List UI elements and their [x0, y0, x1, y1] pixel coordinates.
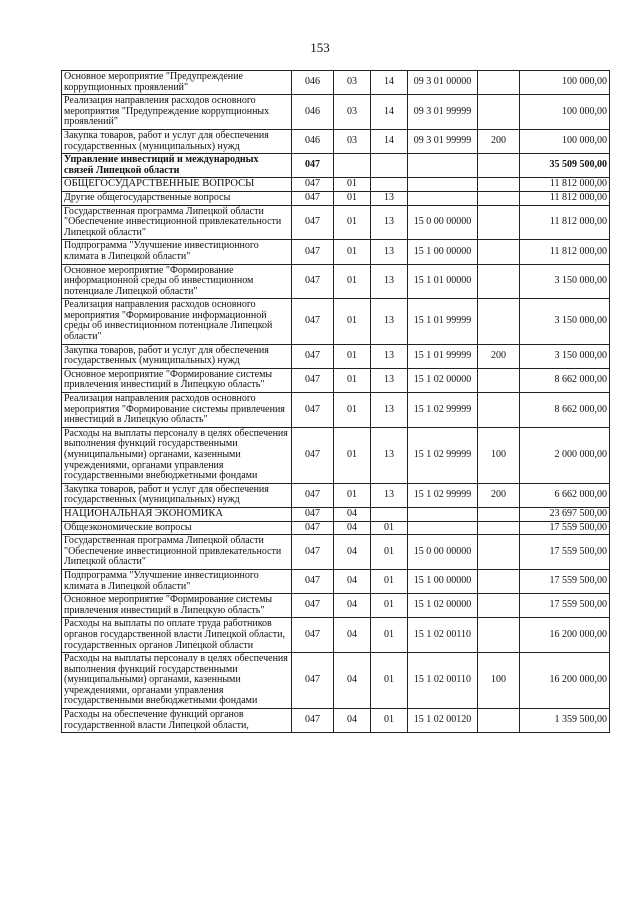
cell-ministry-code: 047	[292, 569, 334, 593]
cell-section: 04	[334, 569, 371, 593]
table-row	[62, 240, 610, 264]
cell-amount: 16 200 000,00	[520, 653, 610, 709]
table-row	[62, 618, 610, 653]
cell-name: ОБЩЕГОСУДАРСТВЕННЫЕ ВОПРОСЫ	[62, 178, 292, 192]
cell-subsection: 14	[371, 71, 408, 95]
cell-subsection: 01	[371, 618, 408, 653]
table-row	[62, 205, 610, 240]
cell-name: Расходы на обеспечение функций органов государственной власти Липецкой области,	[62, 709, 292, 733]
cell-section: 03	[334, 95, 371, 130]
cell-expense-type	[478, 594, 520, 618]
cell-ministry-code: 046	[292, 95, 334, 130]
table-row	[62, 129, 610, 153]
cell-section: 01	[334, 393, 371, 428]
cell-target-article: 15 1 01 00000	[408, 264, 478, 299]
cell-ministry-code: 046	[292, 71, 334, 95]
cell-target-article: 15 1 02 99999	[408, 393, 478, 428]
cell-ministry-code: 046	[292, 129, 334, 153]
cell-expense-type: 200	[478, 129, 520, 153]
cell-expense-type	[478, 393, 520, 428]
cell-expense-type	[478, 71, 520, 95]
cell-name: Другие общегосударственные вопросы	[62, 191, 292, 205]
cell-amount: 17 559 500,00	[520, 569, 610, 593]
cell-section: 04	[334, 653, 371, 709]
cell-target-article: 15 1 02 00110	[408, 618, 478, 653]
cell-section: 03	[334, 129, 371, 153]
table-row	[62, 344, 610, 368]
cell-section: 04	[334, 618, 371, 653]
cell-section: 04	[334, 594, 371, 618]
cell-expense-type	[478, 535, 520, 570]
cell-expense-type	[478, 191, 520, 205]
cell-name: Закупка товаров, работ и услуг для обеспечения государственных (муниципальных) нужд	[62, 129, 292, 153]
cell-ministry-code: 047	[292, 535, 334, 570]
cell-section: 01	[334, 191, 371, 205]
cell-ministry-code: 047	[292, 393, 334, 428]
cell-amount: 100 000,00	[520, 95, 610, 130]
cell-ministry-code: 047	[292, 653, 334, 709]
cell-target-article: 09 3 01 00000	[408, 71, 478, 95]
cell-expense-type	[478, 154, 520, 178]
cell-target-article: 15 1 02 00000	[408, 594, 478, 618]
cell-ministry-code: 047	[292, 240, 334, 264]
cell-ministry-code: 047	[292, 594, 334, 618]
cell-amount: 11 812 000,00	[520, 205, 610, 240]
cell-target-article: 09 3 01 99999	[408, 129, 478, 153]
cell-ministry-code: 047	[292, 178, 334, 192]
cell-subsection	[371, 507, 408, 521]
cell-name: Реализация направления расходов основного мероприятия "Предупреждение коррупционных проявлений"	[62, 95, 292, 130]
budget-table	[61, 70, 610, 733]
table-row	[62, 594, 610, 618]
cell-subsection: 01	[371, 594, 408, 618]
cell-section: 01	[334, 240, 371, 264]
table-row	[62, 368, 610, 392]
cell-target-article: 15 0 00 00000	[408, 535, 478, 570]
cell-ministry-code: 047	[292, 191, 334, 205]
cell-expense-type	[478, 569, 520, 593]
cell-subsection: 01	[371, 653, 408, 709]
cell-ministry-code: 047	[292, 507, 334, 521]
cell-name: Закупка товаров, работ и услуг для обеспечения государственных (муниципальных) нужд	[62, 483, 292, 507]
table-row	[62, 507, 610, 521]
cell-subsection: 14	[371, 95, 408, 130]
cell-target-article: 15 1 02 00000	[408, 368, 478, 392]
cell-target-article: 15 1 01 99999	[408, 299, 478, 344]
cell-subsection: 13	[371, 393, 408, 428]
cell-amount: 3 150 000,00	[520, 299, 610, 344]
cell-name: Подпрограмма "Улучшение инвестиционного климата в Липецкой области"	[62, 240, 292, 264]
cell-subsection: 13	[371, 191, 408, 205]
cell-expense-type	[478, 709, 520, 733]
cell-expense-type	[478, 521, 520, 535]
table-row	[62, 71, 610, 95]
cell-subsection: 01	[371, 709, 408, 733]
table-row	[62, 569, 610, 593]
cell-subsection	[371, 154, 408, 178]
cell-target-article	[408, 191, 478, 205]
cell-subsection: 13	[371, 427, 408, 483]
cell-target-article: 15 1 02 99999	[408, 427, 478, 483]
cell-ministry-code: 047	[292, 368, 334, 392]
table-row	[62, 95, 610, 130]
cell-amount: 11 812 000,00	[520, 240, 610, 264]
cell-target-article	[408, 507, 478, 521]
cell-name: Управление инвестиций и международных связей Липецкой области	[62, 154, 292, 178]
table-row	[62, 653, 610, 709]
cell-subsection: 13	[371, 205, 408, 240]
cell-name: Расходы на выплаты персоналу в целях обеспечения выполнения функций государственными (муниципальными) органами, казенными учреждениями, органами управления государственными внебюджетными фондами	[62, 653, 292, 709]
cell-name: Расходы на выплаты персоналу в целях обеспечения выполнения функций государственными (муниципальными) органами, казенными учреждениями, органами управления государственными внебюджетными фондами	[62, 427, 292, 483]
cell-name: Реализация направления расходов основного мероприятия "Формирование информационной среды об инвестиционном потенциале Липецкой области"	[62, 299, 292, 344]
cell-name: Основное мероприятие "Формирование информационной среды об инвестиционном потенциале Липецкой области"	[62, 264, 292, 299]
cell-target-article	[408, 178, 478, 192]
cell-target-article: 15 0 00 00000	[408, 205, 478, 240]
cell-name: НАЦИОНАЛЬНАЯ ЭКОНОМИКА	[62, 507, 292, 521]
table-row	[62, 299, 610, 344]
cell-amount: 17 559 500,00	[520, 535, 610, 570]
cell-name: Общеэкономические вопросы	[62, 521, 292, 535]
cell-amount: 35 509 500,00	[520, 154, 610, 178]
cell-amount: 1 359 500,00	[520, 709, 610, 733]
cell-target-article: 15 1 00 00000	[408, 569, 478, 593]
cell-expense-type	[478, 507, 520, 521]
cell-target-article	[408, 521, 478, 535]
cell-target-article: 15 1 02 00120	[408, 709, 478, 733]
table-row	[62, 178, 610, 192]
cell-expense-type	[478, 264, 520, 299]
cell-subsection: 13	[371, 344, 408, 368]
cell-target-article: 15 1 02 00110	[408, 653, 478, 709]
cell-amount: 17 559 500,00	[520, 594, 610, 618]
table-row	[62, 709, 610, 733]
cell-target-article: 09 3 01 99999	[408, 95, 478, 130]
cell-amount: 3 150 000,00	[520, 264, 610, 299]
cell-subsection: 14	[371, 129, 408, 153]
cell-section: 01	[334, 427, 371, 483]
cell-ministry-code: 047	[292, 264, 334, 299]
cell-name: Реализация направления расходов основного мероприятия "Формирование системы привлечения инвестиций в Липецкую область"	[62, 393, 292, 428]
cell-ministry-code: 047	[292, 618, 334, 653]
cell-expense-type: 200	[478, 344, 520, 368]
table-row	[62, 535, 610, 570]
cell-amount: 16 200 000,00	[520, 618, 610, 653]
cell-section: 01	[334, 178, 371, 192]
cell-name: Основное мероприятие "Формирование системы привлечения инвестиций в Липецкую область"	[62, 368, 292, 392]
cell-amount: 100 000,00	[520, 71, 610, 95]
cell-target-article: 15 1 02 99999	[408, 483, 478, 507]
cell-expense-type	[478, 240, 520, 264]
cell-name: Расходы на выплаты по оплате труда работников органов государственной власти Липецкой области, государственных органов Липецкой области	[62, 618, 292, 653]
cell-subsection: 13	[371, 240, 408, 264]
cell-ministry-code: 047	[292, 344, 334, 368]
table-row	[62, 521, 610, 535]
cell-amount: 2 000 000,00	[520, 427, 610, 483]
table-row	[62, 393, 610, 428]
cell-amount: 11 812 000,00	[520, 191, 610, 205]
cell-subsection: 13	[371, 264, 408, 299]
cell-section: 04	[334, 535, 371, 570]
cell-amount: 8 662 000,00	[520, 368, 610, 392]
cell-ministry-code: 047	[292, 483, 334, 507]
cell-expense-type: 200	[478, 483, 520, 507]
cell-name: Закупка товаров, работ и услуг для обеспечения государственных (муниципальных) нужд	[62, 344, 292, 368]
cell-subsection: 13	[371, 299, 408, 344]
cell-section: 03	[334, 71, 371, 95]
cell-ministry-code: 047	[292, 154, 334, 178]
cell-section: 04	[334, 507, 371, 521]
table-body	[62, 71, 610, 733]
cell-target-article	[408, 154, 478, 178]
cell-ministry-code: 047	[292, 521, 334, 535]
cell-amount: 11 812 000,00	[520, 178, 610, 192]
cell-name: Основное мероприятие "Предупреждение коррупционных проявлений"	[62, 71, 292, 95]
cell-amount: 6 662 000,00	[520, 483, 610, 507]
table-row	[62, 483, 610, 507]
cell-amount: 100 000,00	[520, 129, 610, 153]
cell-amount: 17 559 500,00	[520, 521, 610, 535]
cell-section: 04	[334, 521, 371, 535]
cell-ministry-code: 047	[292, 709, 334, 733]
cell-name: Основное мероприятие "Формирование системы привлечения инвестиций в Липецкую область"	[62, 594, 292, 618]
cell-expense-type	[478, 299, 520, 344]
cell-expense-type	[478, 368, 520, 392]
table-row	[62, 427, 610, 483]
cell-expense-type	[478, 178, 520, 192]
cell-subsection: 01	[371, 535, 408, 570]
cell-section: 01	[334, 264, 371, 299]
table-row	[62, 191, 610, 205]
cell-target-article: 15 1 00 00000	[408, 240, 478, 264]
cell-expense-type: 100	[478, 427, 520, 483]
cell-name: Государственная программа Липецкой области "Обеспечение инвестиционной привлекательности Липецкой области"	[62, 535, 292, 570]
cell-subsection: 13	[371, 483, 408, 507]
cell-section: 04	[334, 709, 371, 733]
cell-name: Подпрограмма "Улучшение инвестиционного климата в Липецкой области"	[62, 569, 292, 593]
cell-amount: 8 662 000,00	[520, 393, 610, 428]
cell-name: Государственная программа Липецкой области "Обеспечение инвестиционной привлекательности Липецкой области"	[62, 205, 292, 240]
table-row	[62, 264, 610, 299]
cell-subsection: 13	[371, 368, 408, 392]
cell-section: 01	[334, 368, 371, 392]
cell-section: 01	[334, 299, 371, 344]
cell-expense-type: 100	[478, 653, 520, 709]
cell-ministry-code: 047	[292, 205, 334, 240]
cell-expense-type	[478, 618, 520, 653]
table-row	[62, 154, 610, 178]
cell-target-article: 15 1 01 99999	[408, 344, 478, 368]
cell-ministry-code: 047	[292, 427, 334, 483]
cell-section	[334, 154, 371, 178]
cell-section: 01	[334, 344, 371, 368]
cell-expense-type	[478, 205, 520, 240]
cell-amount: 23 697 500,00	[520, 507, 610, 521]
cell-subsection: 01	[371, 569, 408, 593]
cell-section: 01	[334, 205, 371, 240]
cell-ministry-code: 047	[292, 299, 334, 344]
cell-amount: 3 150 000,00	[520, 344, 610, 368]
cell-subsection	[371, 178, 408, 192]
cell-section: 01	[334, 483, 371, 507]
cell-expense-type	[478, 95, 520, 130]
cell-subsection: 01	[371, 521, 408, 535]
page-number: 153	[310, 40, 330, 55]
